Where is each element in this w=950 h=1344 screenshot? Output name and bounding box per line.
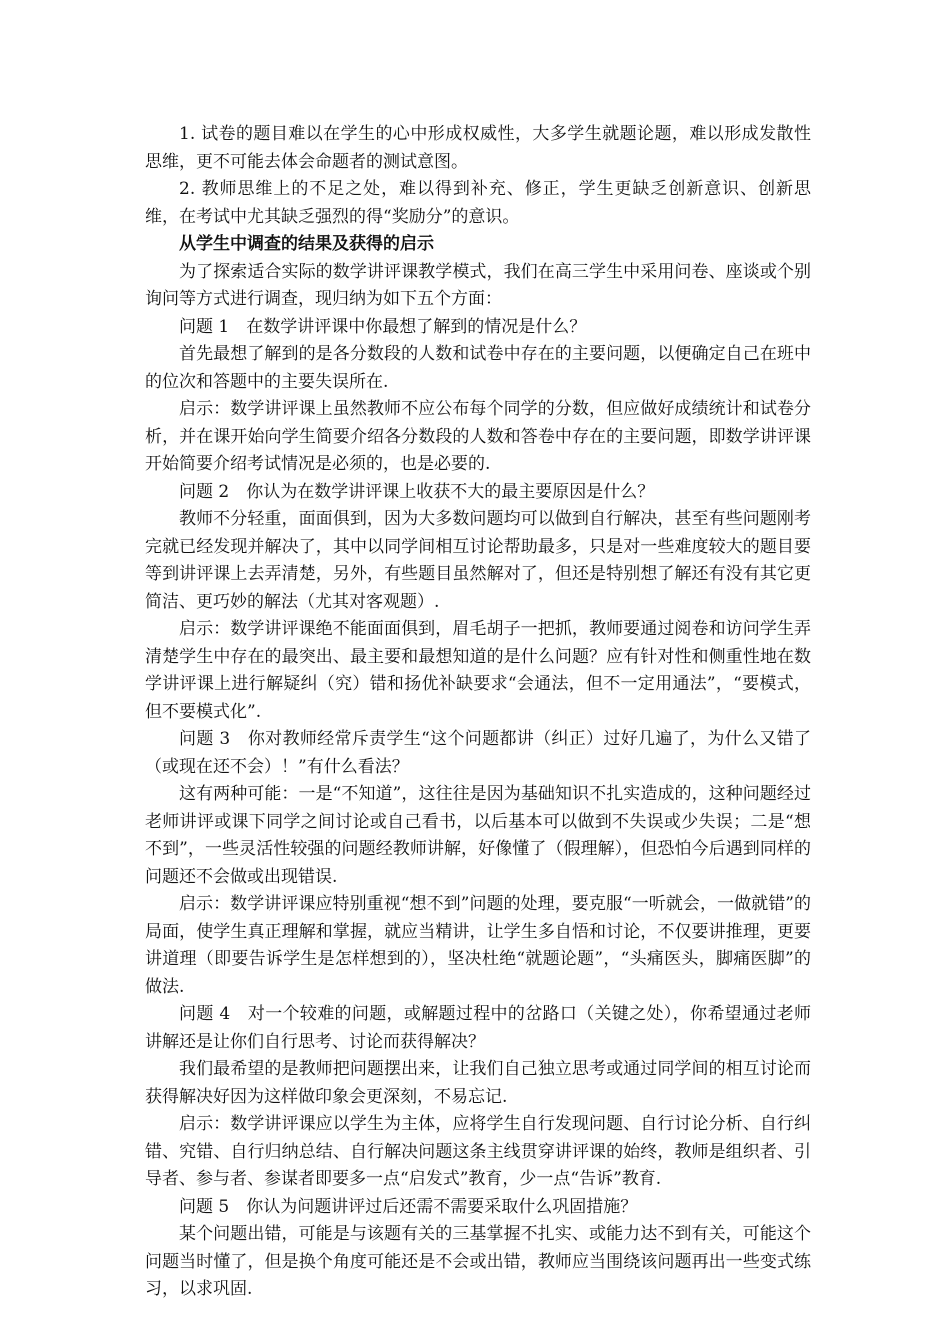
- question-4: 问题 4 对一个较难的问题，或解题过程中的岔路口（关键之处），你希望通过老师讲解还是让你们自行思考、讨论而获得解决？: [145, 1004, 811, 1052]
- paragraph-point-2: 2. 教师思维上的不足之处，难以得到补充、修正，学生更缺乏创新意识、创新思维，在考试中尤其缺乏强烈的得“奖励分”的意识。: [145, 179, 811, 227]
- answer-2: 教师不分轻重，面面俱到，因为大多数问题均可以做到自行解决，甚至有些问题刚考完就已经发现并解决了，其中以同学间相互讨论帮助最多，只是对一些难度较大的题目要等到讲评课上去弄清楚，另外，有些题目虽然解对了，但还是特别想了解还有没有其它更简洁、更巧妙的解法（尤其对客观题）.: [145, 509, 811, 612]
- answer-1: 首先最想了解到的是各分数段的人数和试卷中存在的主要问题，以便确定自己在班中的位次和答题中的主要失误所在.: [145, 344, 811, 392]
- question-2: 问题 2 你认为在数学讲评课上收获不大的最主要原因是什么？: [179, 481, 655, 502]
- answer-5: 某个问题出错，可能是与该题有关的三基掌握不扎实、或能力达不到有关，可能这个问题当时懂了，但是换个角度可能还是不会或出错，教师应当围绕该问题再出一些变式练习，以求巩固.: [145, 1224, 811, 1299]
- document-body: [145, 121, 811, 1304]
- paragraph-point-1: 1. 试卷的题目难以在学生的心中形成权威性，大多学生就题论题，难以形成发散性思维，更不可能去体会命题者的测试意图。: [145, 124, 811, 172]
- insight-3: 启示：数学讲评课应特别重视“想不到”问题的处理，要克服“一听就会，一做就错”的局面，使学生真正理解和掌握，就应当精讲，让学生多自悟和讨论，不仅要讲推理，更要讲道理（即要告诉学生是怎样想到的），坚决杜绝“就题论题”，“头痛医头，脚痛医脚”的做法.: [145, 894, 811, 997]
- section-intro: 为了探索适合实际的数学讲评课教学模式，我们在高三学生中采用问卷、座谈或个别询问等方式进行调查，现归纳为如下五个方面：: [145, 261, 811, 309]
- insight-2: 启示：数学讲评课绝不能面面俱到，眉毛胡子一把抓，教师要通过阅卷和访问学生弄清楚学生中存在的最突出、最主要和最想知道的是什么问题？应有针对性和侧重性地在数学讲评课上进行解疑纠（究）错和扬优补缺要求“会通法，但不一定用通法”，“要模式，但不要模式化”.: [145, 619, 811, 722]
- section-heading: 从学生中调查的结果及获得的启示: [179, 234, 434, 254]
- insight-1: 启示：数学讲评课上虽然教师不应公布每个同学的分数，但应做好成绩统计和试卷分析，并在课开始向学生简要介绍各分数段的人数和答卷中存在的主要问题，即数学讲评课开始简要介绍考试情况是必须的，也是必要的.: [145, 399, 811, 474]
- question-5: 问题 5 你认为问题讲评过后还需不需要采取什么巩固措施？: [179, 1196, 638, 1217]
- answer-3: 这有两种可能：一是“不知道”，这往往是因为基础知识不扎实造成的，这种问题经过老师讲评或课下同学之间讨论或自己看书，以后基本可以做到不失误或少失误；二是“想不到”，一些灵活性较强的问题经教师讲解，好像懂了（假理解），但恐怕今后遇到同样的问题还不会做或出现错误.: [145, 784, 811, 887]
- question-3: 问题 3 你对教师经常斥责学生“这个问题都讲（纠正）过好几遍了，为什么又错了（或现在还不会）！”有什么看法？: [145, 729, 811, 777]
- question-1: 问题 1 在数学讲评课中你最想了解到的情况是什么？: [179, 316, 587, 337]
- insight-4: 启示：数学讲评课应以学生为主体，应将学生自行发现问题、自行讨论分析、自行纠错、究错、自行归纳总结、自行解决问题这条主线贯穿讲评课的始终，教师是组织者、引导者、参与者、参谋者即要多一点“启发式”教育，少一点“告诉”教育.: [145, 1114, 811, 1189]
- answer-4: 我们最希望的是教师把问题摆出来，让我们自己独立思考或通过同学间的相互讨论而获得解决好因为这样做印象会更深刻，不易忘记.: [145, 1059, 811, 1107]
